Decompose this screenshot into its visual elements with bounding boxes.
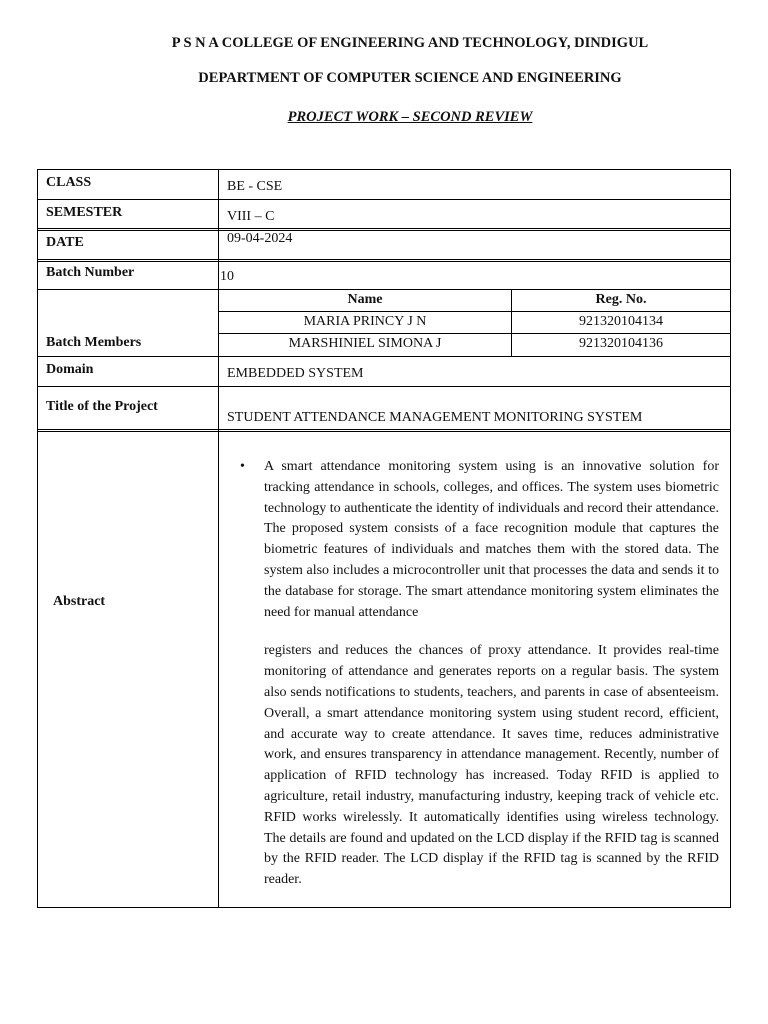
batch-number-label: Batch Number	[46, 265, 135, 280]
row-divider	[38, 199, 730, 200]
batch-members-header-row	[219, 290, 730, 312]
semester-label: SEMESTER	[46, 205, 123, 220]
table-row	[219, 312, 730, 334]
abstract-label: Abstract	[53, 594, 106, 609]
batch-number-value: 10	[220, 269, 234, 284]
semester-value: VIII – C	[227, 209, 275, 224]
review-title-text: PROJECT WORK – SECOND REVIEW	[287, 109, 533, 125]
review-title	[0, 109, 768, 126]
class-value: BE - CSE	[227, 179, 283, 194]
member-reg-no: 921320104136	[579, 336, 663, 351]
row-divider	[38, 259, 730, 262]
reg-no-column-header: Reg. No.	[595, 292, 647, 307]
name-column-header: Name	[219, 290, 512, 311]
abstract-paragraph-1: A smart attendance monitoring system using is an innovative solution for tracking attendance in schools, colleges, and offices. The system uses biometric technology to authenticate the identity of individuals and record their attendance. The proposed system consists of a face recognition module that captures the biometric features of individuals and matches them with the stored data. The system also includes a microcontroller unit that processes the data and sends it to the database for storage. The smart attendance monitoring system eliminates the need for manual attendance	[264, 459, 719, 620]
member-name: MARSHINIEL SIMONA J	[219, 334, 512, 356]
row-divider	[38, 228, 730, 231]
project-details-table	[37, 169, 731, 908]
member-name: MARIA PRINCY J N	[219, 312, 512, 333]
row-divider	[38, 429, 730, 432]
domain-label: Domain	[46, 362, 94, 377]
domain-value: EMBEDDED SYSTEM	[227, 366, 364, 381]
abstract-paragraph-2: registers and reduces the chances of proxy attendance. It provides real-time monitoring of attendance and generates reports on a regular basis. The system also sends notifications to students, teachers, and parents in case of absenteeism. Overall, a smart attendance monitoring system using student record, efficient, and accurate way to create attendance. It saves time, reduces administrative work, and ensures transparency in attendance management. Recently, number of application of RFID technology has increased. Today RFID is applied to agriculture, retail industry, manufacturing industry, keeping track of vehicle etc. RFID works wirelessly. It automatically identifies using wireless technology. The details are found and updated on the LCD display if the RFID tag is scanned by the RFID reader. The LCD display if the RFID tag is scanned by the RFID reader.	[264, 643, 719, 888]
batch-members-label: Batch Members	[46, 335, 142, 350]
column-divider	[218, 170, 219, 907]
member-reg-no: 921320104134	[579, 314, 663, 329]
batch-members-table	[219, 290, 730, 356]
date-value: 09-04-2024	[227, 231, 293, 246]
table-row	[219, 334, 730, 356]
row-divider	[38, 386, 730, 387]
college-title: P S N A COLLEGE OF ENGINEERING AND TECHNOLOGY, DINDIGUL	[171, 35, 649, 51]
project-title-label: Title of the Project	[46, 399, 158, 414]
row-divider	[38, 356, 730, 357]
department-title: DEPARTMENT OF COMPUTER SCIENCE AND ENGINEERING	[198, 70, 622, 86]
date-label: DATE	[46, 235, 84, 250]
class-label: CLASS	[46, 175, 92, 190]
abstract-text	[264, 457, 719, 891]
project-title-value: STUDENT ATTENDANCE MANAGEMENT MONITORING SYSTEM	[227, 410, 643, 425]
bullet-icon: •	[240, 459, 245, 474]
